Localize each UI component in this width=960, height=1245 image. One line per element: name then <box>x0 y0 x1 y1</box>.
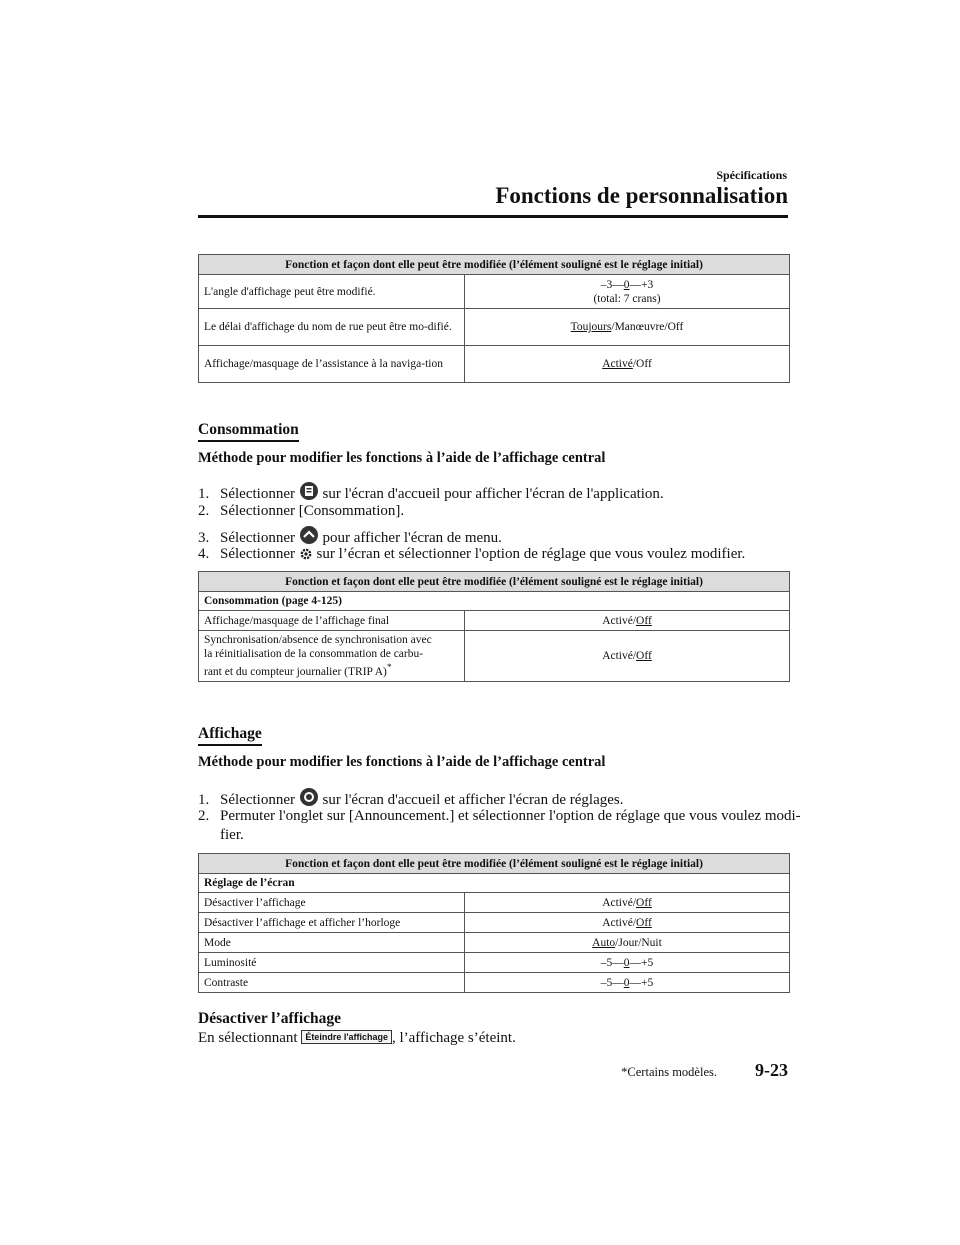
step-item: 2. Sélectionner [Consommation]. <box>198 503 405 519</box>
footnote: *Certains modèles. <box>621 1065 717 1079</box>
row-value: Activé/Off <box>465 893 790 913</box>
step-item: 1. Sélectionner sur l'écran d'accueil et afficher l'écran de réglages. <box>198 787 623 812</box>
table-row <box>199 611 790 631</box>
table-row <box>199 346 790 383</box>
row-label: Synchronisation/absence de synchronisation avec la réinitialisation de la consommation de carbu- rant et du compteur journalier (TRIP A)* <box>199 631 465 682</box>
settings-table-ecran <box>198 853 790 993</box>
row-label: Luminosité <box>199 953 465 973</box>
row-label: Mode <box>199 933 465 953</box>
settings-table-consommation <box>198 571 790 682</box>
row-value: –5—0—+5 <box>465 973 790 993</box>
settings-table-navigation <box>198 254 790 383</box>
table-row <box>199 893 790 913</box>
row-label: Désactiver l’affichage <box>199 893 465 913</box>
row-value: –3—0—+3 (total: 7 crans) <box>465 275 790 309</box>
row-value: Activé/Off <box>465 631 790 682</box>
row-label: Désactiver l’affichage et afficher l’horloge <box>199 913 465 933</box>
table-row <box>199 933 790 953</box>
row-value: Activé/Off <box>465 346 790 383</box>
method-heading: Méthode pour modifier les fonctions à l’aide de l’affichage central <box>198 754 606 770</box>
gear-icon <box>299 547 313 566</box>
deactivate-paragraph: En sélectionnant Éteindre l'affichage , l’affichage s’éteint. <box>198 1030 516 1046</box>
row-label: Affichage/masquage de l’assistance à la naviga-tion <box>199 346 465 383</box>
step-item: 4. Sélectionner sur l’écran et sélectionner l'option de réglage que vous voulez modifier. <box>198 546 745 566</box>
row-label: L'angle d'affichage peut être modifié. <box>199 275 465 309</box>
step-item: 2. Permuter l'onglet sur [Announcement.] et sélectionner l'option de réglage que vous voulez modi- <box>198 808 801 824</box>
table-row <box>199 973 790 993</box>
turn-off-display-button[interactable]: Éteindre l'affichage <box>301 1030 392 1044</box>
page-title: Fonctions de personnalisation <box>495 183 788 208</box>
subsection-title: Désactiver l’affichage <box>198 1010 342 1027</box>
step-item-continued: fier. <box>220 827 244 843</box>
table-row <box>199 309 790 346</box>
table-row <box>199 953 790 973</box>
section-title-affichage: Affichage <box>198 725 262 746</box>
step-item: 1. Sélectionner sur l'écran d'accueil pour afficher l'écran de l'application. <box>198 481 664 506</box>
row-value: Activé/Off <box>465 913 790 933</box>
table-row <box>199 631 790 682</box>
table-header: Fonction et façon dont elle peut être modifiée (l’élément souligné est le réglage initial) <box>199 854 790 874</box>
row-value: –5—0—+5 <box>465 953 790 973</box>
page-number: 9-23 <box>755 1060 788 1080</box>
section-label: Spécifications <box>716 168 787 182</box>
section-title-consommation: Consommation <box>198 421 299 442</box>
table-row <box>199 275 790 309</box>
row-value: Activé/Off <box>465 611 790 631</box>
table-header: Fonction et façon dont elle peut être modifiée (l’élément souligné est le réglage initial) <box>199 255 790 275</box>
table-header: Fonction et façon dont elle peut être modifiée (l’élément souligné est le réglage initial) <box>199 572 790 592</box>
table-subheader: Consommation (page 4-125) <box>199 592 790 611</box>
method-heading: Méthode pour modifier les fonctions à l’aide de l’affichage central <box>198 450 606 466</box>
table-subheader: Réglage de l’écran <box>199 874 790 893</box>
table-row <box>199 913 790 933</box>
row-label: Le délai d'affichage du nom de rue peut être mo-difié. <box>199 309 465 346</box>
row-value: Auto/Jour/Nuit <box>465 933 790 953</box>
header-rule <box>198 215 788 218</box>
step-item: 3. Sélectionner pour afficher l'écran de menu. <box>198 525 502 550</box>
row-label: Affichage/masquage de l’affichage final <box>199 611 465 631</box>
row-value: Toujours/Manœuvre/Off <box>465 309 790 346</box>
row-label: Contraste <box>199 973 465 993</box>
